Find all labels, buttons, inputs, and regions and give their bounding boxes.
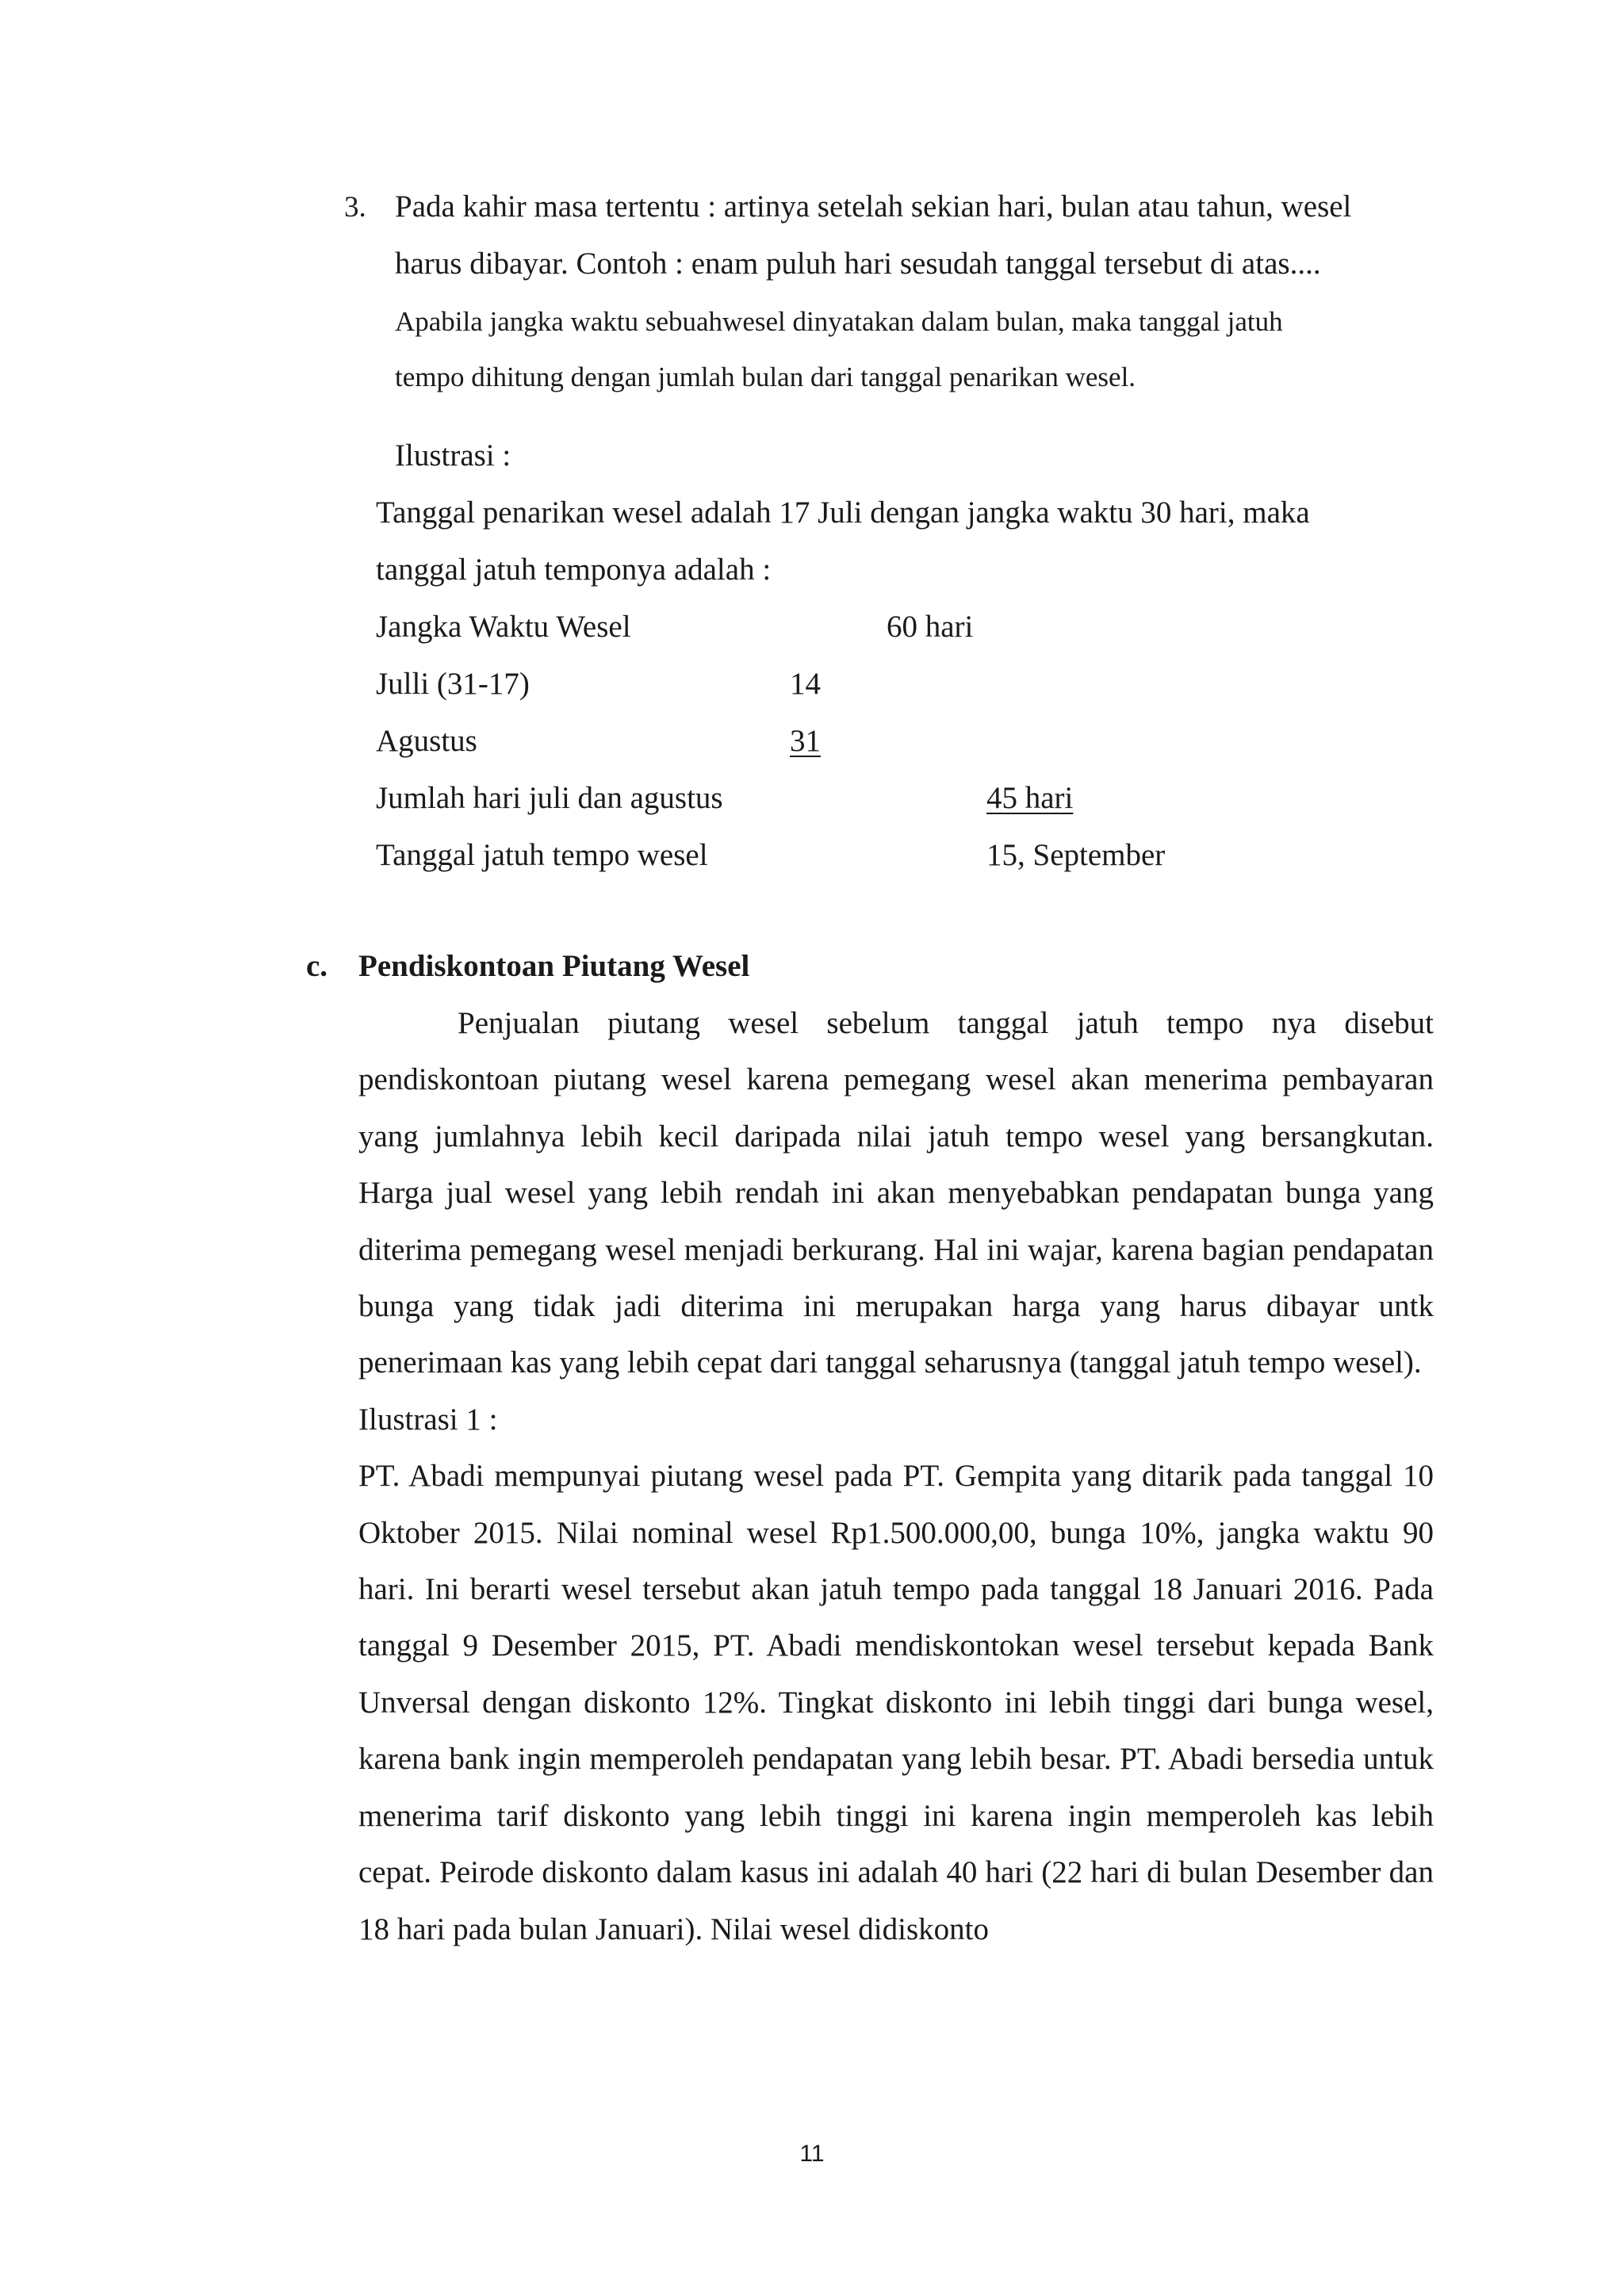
table-row-label: Tanggal jatuh tempo wesel	[376, 838, 708, 872]
item3-line-3: Apabila jangka waktu sebuahwesel dinyatakan dalam bulan, maka tanggal jatuh	[395, 306, 1283, 337]
illustration-heading: Ilustrasi :	[395, 438, 511, 473]
list-number: 3.	[344, 191, 366, 224]
table-cell-value: 60 hari	[887, 610, 974, 644]
illustration-intro-1: Tanggal penarikan wesel adalah 17 Juli dengan jangka waktu 30 hari, maka	[376, 496, 1310, 530]
item3-line-1: Pada kahir masa tertentu : artinya setelah sekian hari, bulan atau tahun, wesel	[395, 189, 1352, 224]
table-row-label: Agustus	[376, 724, 477, 758]
table-cell-value: 45 hari	[986, 781, 1074, 815]
section-label: c.	[306, 949, 328, 983]
item3-line-2: harus dibayar. Contoh : enam puluh hari sesudah tanggal tersebut di atas....	[395, 247, 1321, 281]
table-cell-value: 15, September	[986, 838, 1166, 872]
page-number: 11	[799, 2141, 825, 2167]
paragraph-2: PT. Abadi mempunyai piutang wesel pada PT. Gempita yang ditarik pada tanggal 10 Oktober 2015. Nilai nominal wesel Rp1.500.000,00, bunga 10%, jangka waktu 90 hari. Ini berarti wesel tersebut akan jatuh tempo pada tanggal 18 Januari 2016. Pada tanggal 9 Desember 2015, PT. Abadi mendiskontokan wesel tersebut kepada Bank Unversal dengan diskonto 12%. Tingkat diskonto ini lebih tinggi dari bunga wesel, karena bank ingin memperoleh pendapatan yang lebih besar. PT. Abadi bersedia untuk menerima tarif diskonto yang lebih tinggi ini karena ingin memperoleh kas lebih cepat. Peirode diskonto dalam kasus ini adalah 40 hari (22 hari di bulan Desember dan 18 hari pada bulan Januari). Nilai wesel didiskonto	[358, 1459, 1434, 1946]
table-row-label: Jumlah hari juli dan agustus	[376, 781, 723, 815]
section-title: Pendiskontoan Piutang Wesel	[358, 949, 750, 983]
illustration-intro-2: tanggal jatuh temponya adalah :	[376, 553, 772, 587]
table-row-label: Jangka Waktu Wesel	[376, 610, 631, 644]
table-cell-value: 31	[790, 724, 821, 758]
paragraph-1: Penjualan piutang wesel sebelum tanggal jatuh tempo nya disebut pendiskontoan piutang wesel karena pemegang wesel akan menerima pembayaran yang jumlahnya lebih kecil daripada nilai jatuh tempo wesel yang bersangkutan. Harga jual wesel yang lebih rendah ini akan menyebabkan pendapatan bunga yang diterima pemegang wesel menjadi berkurang. Hal ini wajar, karena bagian pendapatan bunga yang tidak jadi diterima ini merupakan harga yang harus dibayar untk penerimaan kas yang lebih cepat dari tanggal seharusnya (tanggal jatuh tempo wesel).	[358, 1006, 1434, 1380]
item3-line-4: tempo dihitung dengan jumlah bulan dari tanggal penarikan wesel.	[395, 362, 1136, 392]
section-body	[358, 995, 1434, 1957]
table-cell-value: 14	[790, 667, 821, 701]
table-row-label: Julli (31-17)	[376, 667, 530, 701]
illustration-1-heading: Ilustrasi 1 :	[358, 1402, 498, 1437]
